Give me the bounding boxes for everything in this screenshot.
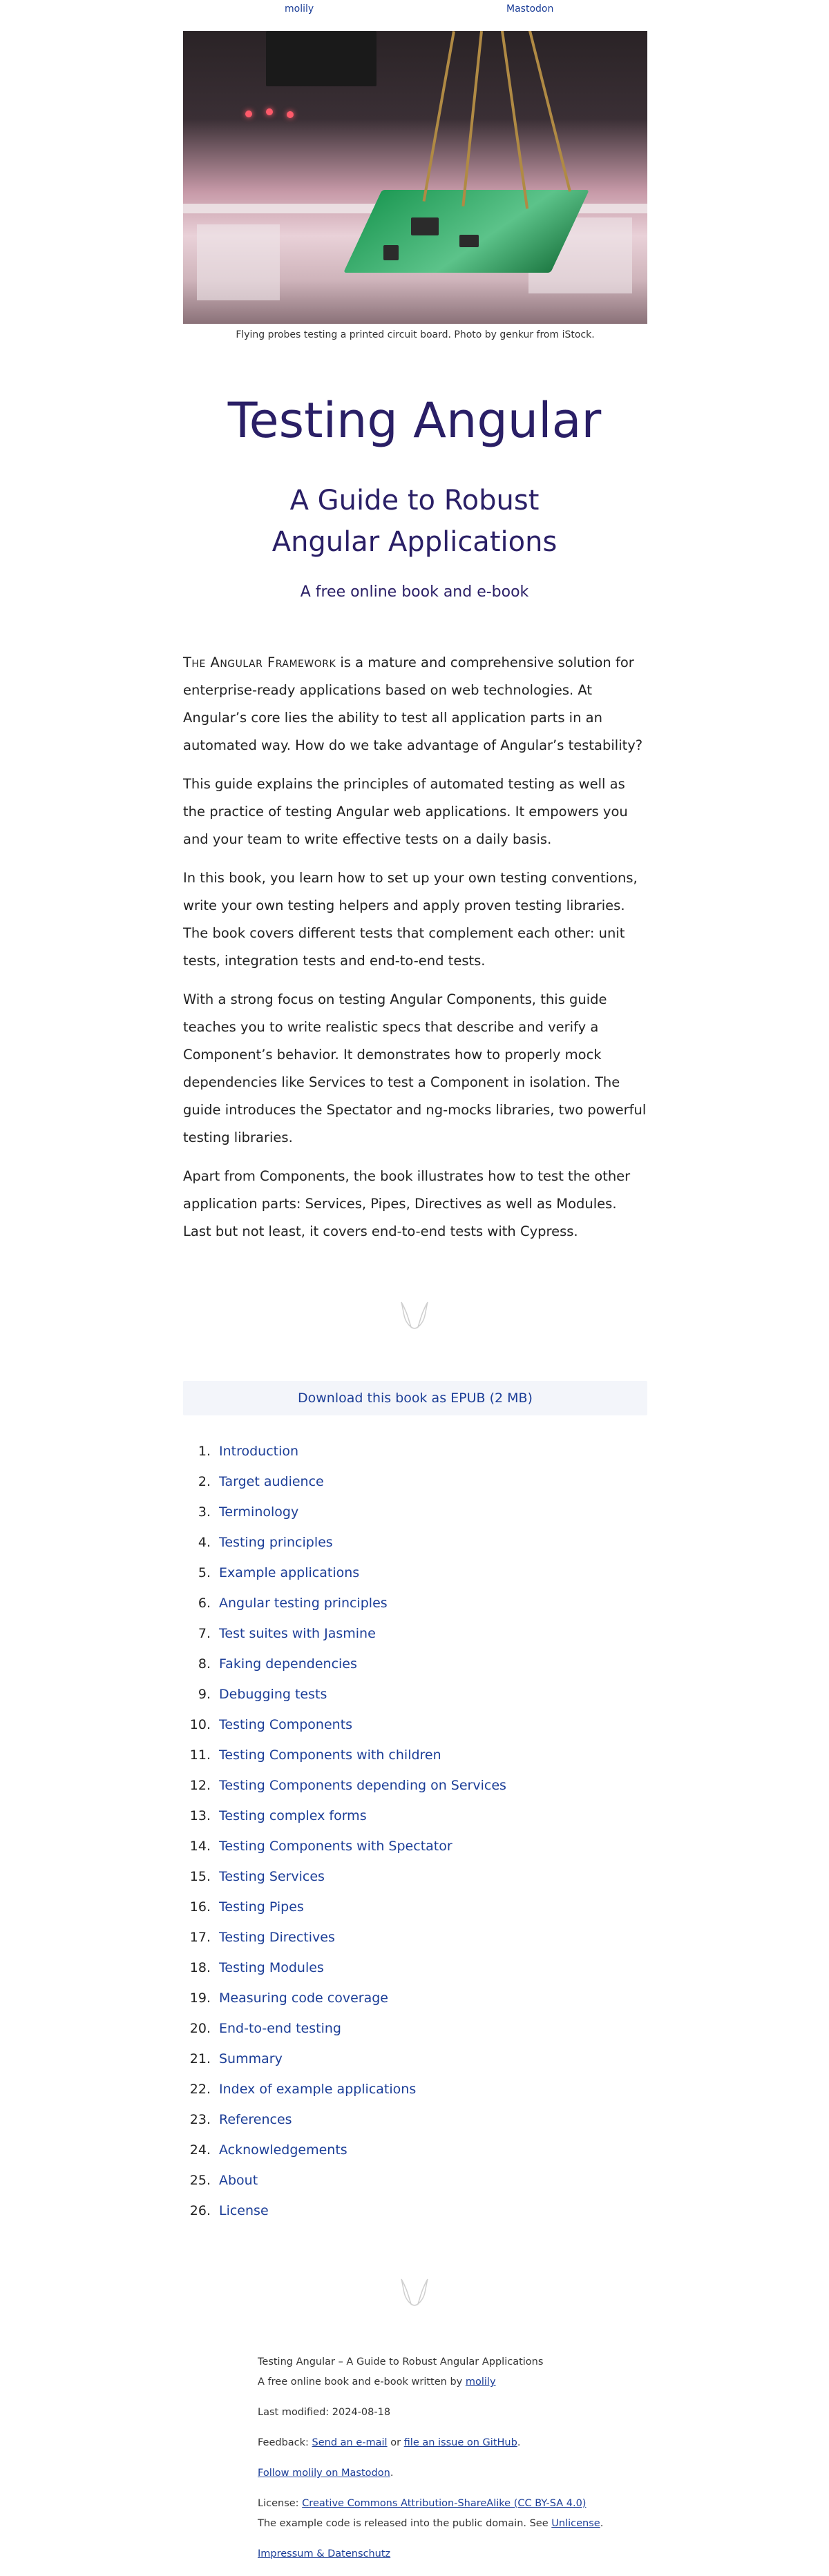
toc-link[interactable]: Measuring code coverage [219, 1991, 388, 2006]
toc-item [183, 1801, 647, 1831]
toc-number: 26. [189, 2203, 211, 2218]
toc-item [183, 1649, 647, 1679]
toc-item [183, 1740, 647, 1770]
intro-paragraph-text: is a mature and comprehensive solution for enterprise-ready applications based on web technologies. At Angular’s core lies the ability to test all application parts in an automated way. How do we take advantage of Angular’s testability? [183, 655, 643, 753]
toc-link[interactable]: Target audience [219, 1474, 324, 1489]
nav-link-mastodon[interactable]: Mastodon [506, 3, 554, 14]
toc-number: 20. [189, 2021, 211, 2036]
toc-number: 6. [198, 1596, 211, 1611]
ornament-icon [397, 2275, 432, 2309]
framework-name: The Angular Framework [183, 655, 336, 670]
feedback-or: or [387, 2437, 404, 2448]
toc-item [183, 2165, 647, 2196]
toc-link[interactable]: Testing Components [219, 1717, 353, 1732]
red-light [287, 111, 294, 118]
subtitle-line: Angular Applications [271, 526, 558, 558]
toc-item [183, 1436, 647, 1466]
chip [411, 217, 439, 235]
toc-link[interactable]: Summary [219, 2051, 283, 2066]
license-label: License: [258, 2498, 303, 2509]
chip [383, 245, 399, 260]
toc-link[interactable]: Testing Directives [219, 1930, 335, 1945]
toc-item [183, 1497, 647, 1527]
send-email-link[interactable]: Send an e-mail [312, 2437, 388, 2448]
follow-mastodon-link[interactable]: Follow molily on Mastodon [258, 2468, 390, 2479]
toc-number: 3. [198, 1504, 211, 1520]
toc-item [183, 1983, 647, 2013]
punctuation: . [390, 2468, 394, 2479]
toc-number: 2. [198, 1474, 211, 1489]
footer [258, 2352, 645, 2564]
footer-author-line [258, 2372, 645, 2392]
intro-paragraph [183, 649, 647, 759]
toc-number: 5. [198, 1565, 211, 1580]
red-light [245, 110, 252, 117]
toc-item [183, 1710, 647, 1740]
toc-link[interactable]: Index of example applications [219, 2082, 417, 2097]
toc-item [183, 1953, 647, 1983]
toc-item [183, 1861, 647, 1892]
github-issue-link[interactable]: file an issue on GitHub [403, 2437, 517, 2448]
chip [459, 235, 479, 247]
toc-item [183, 2044, 647, 2074]
toc-item [183, 1922, 647, 1953]
toc-link[interactable]: Introduction [219, 1444, 299, 1459]
toc-item [183, 1558, 647, 1588]
toc-link[interactable]: Testing principles [219, 1535, 333, 1550]
machine-frame [197, 224, 280, 300]
feedback-line [258, 2433, 645, 2453]
toc-link[interactable]: Testing Services [219, 1869, 325, 1884]
toc-link[interactable]: Angular testing principles [219, 1596, 388, 1611]
tagline: A free online book and e-book [300, 583, 529, 601]
toc-number: 4. [198, 1535, 211, 1550]
follow-line [258, 2463, 645, 2483]
toc-link[interactable]: Example applications [219, 1565, 360, 1580]
toc-number: 10. [189, 1717, 211, 1732]
toc-item [183, 2074, 647, 2104]
code-license-line [258, 2514, 645, 2534]
license-line [258, 2494, 645, 2514]
page-title: Testing Angular [227, 392, 602, 449]
toc-number: 19. [189, 1991, 211, 2006]
toc-item [183, 1618, 647, 1649]
footer-book-title: Testing Angular – A Guide to Robust Angular Applications [258, 2356, 544, 2367]
last-modified: Last modified: 2024-08-18 [258, 2407, 391, 2418]
toc-item [183, 1831, 647, 1861]
toc-link[interactable]: Testing Pipes [219, 1899, 304, 1915]
nav-link-molily[interactable]: molily [285, 3, 314, 14]
download-epub-button[interactable]: Download this book as EPUB (2 MB) [183, 1381, 647, 1415]
toc-number: 11. [189, 1747, 211, 1763]
probe [423, 31, 455, 202]
toc-number: 13. [189, 1808, 211, 1823]
toc-link[interactable]: Test suites with Jasmine [219, 1626, 376, 1641]
toc-item [183, 2013, 647, 2044]
toc-number: 18. [189, 1960, 211, 1975]
toc-number: 14. [189, 1839, 211, 1854]
toc-link[interactable]: Testing complex forms [219, 1808, 367, 1823]
feedback-label: Feedback: [258, 2437, 312, 2448]
toc-number: 12. [189, 1778, 211, 1793]
red-light [266, 108, 273, 115]
toc-link[interactable]: Acknowledgements [219, 2142, 347, 2158]
imprint-line [258, 2544, 645, 2564]
toc-number: 9. [198, 1687, 211, 1702]
toc-number: 24. [189, 2142, 211, 2158]
top-navigation [0, 0, 829, 18]
intro-paragraph: In this book, you learn how to set up your own testing conventions, write your own testing helpers and apply proven testing libraries. The book covers different tests that complement each other: unit tests, integration tests and end-to-end tests. [183, 870, 638, 969]
toc-link[interactable]: Testing Components with Spectator [219, 1839, 452, 1854]
toc-item [183, 2135, 647, 2165]
toc-link[interactable]: Debugging tests [219, 1687, 327, 1702]
toc-number: 22. [189, 2082, 211, 2097]
toc-link[interactable]: Testing Components depending on Services [219, 1778, 506, 1793]
toc-number: 8. [198, 1656, 211, 1672]
toc-link[interactable]: License [219, 2203, 269, 2218]
toc-item [183, 1892, 647, 1922]
circuit-board [343, 190, 589, 273]
toc-link[interactable]: Faking dependencies [219, 1656, 357, 1672]
toc-item [183, 1527, 647, 1558]
toc-link[interactable]: References [219, 2112, 292, 2127]
subtitle-line: A Guide to Robust [289, 485, 540, 516]
intro-paragraph: With a strong focus on testing Angular Components, this guide teaches you to write realistic specs that describe and verify a Component’s behavior. It demonstrates how to properly mock dependencies like Services to test a Component in isolation. The guide introduces the Spectator and ng-mocks libraries, two powerful testing libraries. [183, 991, 647, 1145]
hero-image [183, 31, 647, 324]
toc-number: 16. [189, 1899, 211, 1915]
toc-item [183, 2104, 647, 2135]
toc-item [183, 1679, 647, 1710]
table-of-contents [183, 1436, 647, 2226]
toc-number: 21. [189, 2051, 211, 2066]
imprint-link[interactable]: Impressum & Datenschutz [258, 2548, 391, 2559]
toc-number: 23. [189, 2112, 211, 2127]
probe [501, 31, 528, 209]
code-license-text: The example code is released into the public domain. See [258, 2518, 552, 2529]
probe [528, 31, 571, 192]
toc-number: 15. [189, 1869, 211, 1884]
footer-author-link[interactable]: molily [465, 2376, 496, 2388]
intro-text [183, 649, 647, 1257]
license-link[interactable]: Creative Commons Attribution-ShareAlike (CC BY-SA 4.0) [302, 2498, 587, 2509]
toc-number: 1. [198, 1444, 211, 1459]
toc-link[interactable]: End-to-end testing [219, 2021, 341, 2036]
toc-link[interactable]: Testing Modules [219, 1960, 324, 1975]
toc-item [183, 1588, 647, 1618]
unlicense-link[interactable]: Unlicense [551, 2518, 600, 2529]
machine-head [266, 31, 377, 86]
toc-number: 25. [189, 2173, 211, 2188]
toc-item [183, 1770, 647, 1801]
toc-link[interactable]: About [219, 2173, 258, 2188]
toc-item [183, 1466, 647, 1497]
punctuation: . [517, 2437, 521, 2448]
toc-link[interactable]: Terminology [219, 1504, 299, 1520]
punctuation: . [600, 2518, 604, 2529]
hero-caption: Flying probes testing a printed circuit board. Photo by genkur from iStock. [236, 329, 595, 340]
ornament-icon [397, 1298, 432, 1333]
intro-paragraph: This guide explains the principles of automated testing as well as the practice of testing Angular web applications. It empowers you and your team to write effective tests on a daily basis. [183, 776, 628, 847]
toc-link[interactable]: Testing Components with children [219, 1747, 441, 1763]
probe [461, 31, 483, 206]
toc-number: 17. [189, 1930, 211, 1945]
page-subtitle [0, 480, 829, 563]
intro-paragraph: Apart from Components, the book illustrates how to test the other application parts: Services, Pipes, Directives as well as Modules. Last but not least, it covers end-to-end tests with Cypress. [183, 1168, 631, 1239]
toc-number: 7. [198, 1626, 211, 1641]
toc-item [183, 2196, 647, 2226]
footer-author-text: A free online book and e-book written by [258, 2376, 466, 2388]
